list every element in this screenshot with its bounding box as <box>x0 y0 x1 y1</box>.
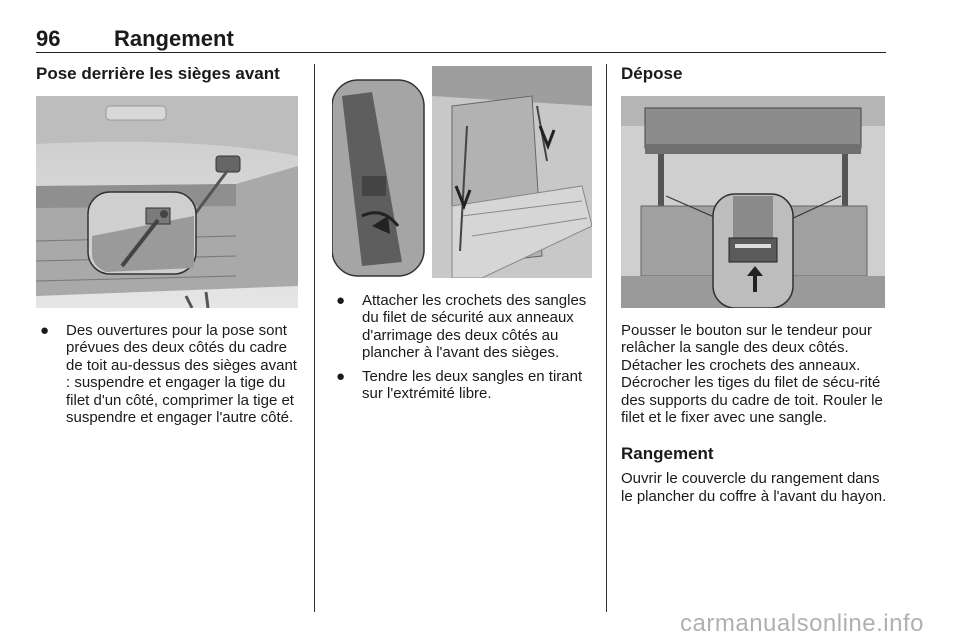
bullet-marker: ● <box>336 367 346 385</box>
depose-paragraph: Pousser le bouton sur le tendeur pour relâcher la sangle des deux côtés. Détacher les crochets des anneaux. Décrocher les tiges du filet de sécu-rité des supports du cadre de toit. Rouler le filet et le fixer avec une sangle. <box>621 322 883 427</box>
list-item <box>332 368 594 403</box>
watermark: carmanualsonline.info <box>680 610 924 637</box>
bullet-marker: ● <box>336 292 346 309</box>
bullet-text: Attacher les crochets des sangles du filet de sécurité aux anneaux d'arrimage des deux côtés au plancher à l'avant des sièges. <box>362 292 587 362</box>
column-1 <box>36 62 300 432</box>
bullet-marker: ● <box>40 322 50 339</box>
column-divider <box>314 64 315 612</box>
section-heading-pose: Pose derrière les sièges avant <box>36 64 280 83</box>
floor-anchor-illustration <box>332 66 592 278</box>
figure-floor-anchor <box>332 66 592 278</box>
bullet-text: Tendre les deux sangles en tirant sur l'extrémité libre. <box>362 367 583 403</box>
section-heading-rangement: Rangement <box>621 444 714 464</box>
trunk-tensioner-illustration <box>621 96 885 308</box>
bullet-list-attach <box>332 292 594 402</box>
section-heading-depose: Dépose <box>621 64 683 83</box>
page-header <box>36 26 886 52</box>
column-2 <box>332 62 594 408</box>
page-title: Rangement <box>114 26 234 51</box>
list-item <box>332 292 594 362</box>
bullet-list-pose <box>36 322 300 426</box>
rangement-paragraph: Ouvrir le couvercle du rangement dans le plancher du coffre à l'avant du hayon. <box>621 470 887 505</box>
column-divider <box>606 64 607 612</box>
column-3 <box>621 62 887 505</box>
figure-trunk-tensioner <box>621 96 885 308</box>
figure-roof-mount <box>36 96 298 308</box>
bullet-text: Des ouvertures pour la pose sont prévues des deux côtés du cadre de toit au-dessus des sièges avant : suspendre et engager la tige du filet d'un côté, comprimer la tige et suspendre et engager l'autre côté. <box>66 322 297 427</box>
header-rule <box>36 52 886 53</box>
page-number: 96 <box>36 26 61 51</box>
list-item <box>36 322 300 426</box>
roof-mount-illustration <box>36 96 298 308</box>
